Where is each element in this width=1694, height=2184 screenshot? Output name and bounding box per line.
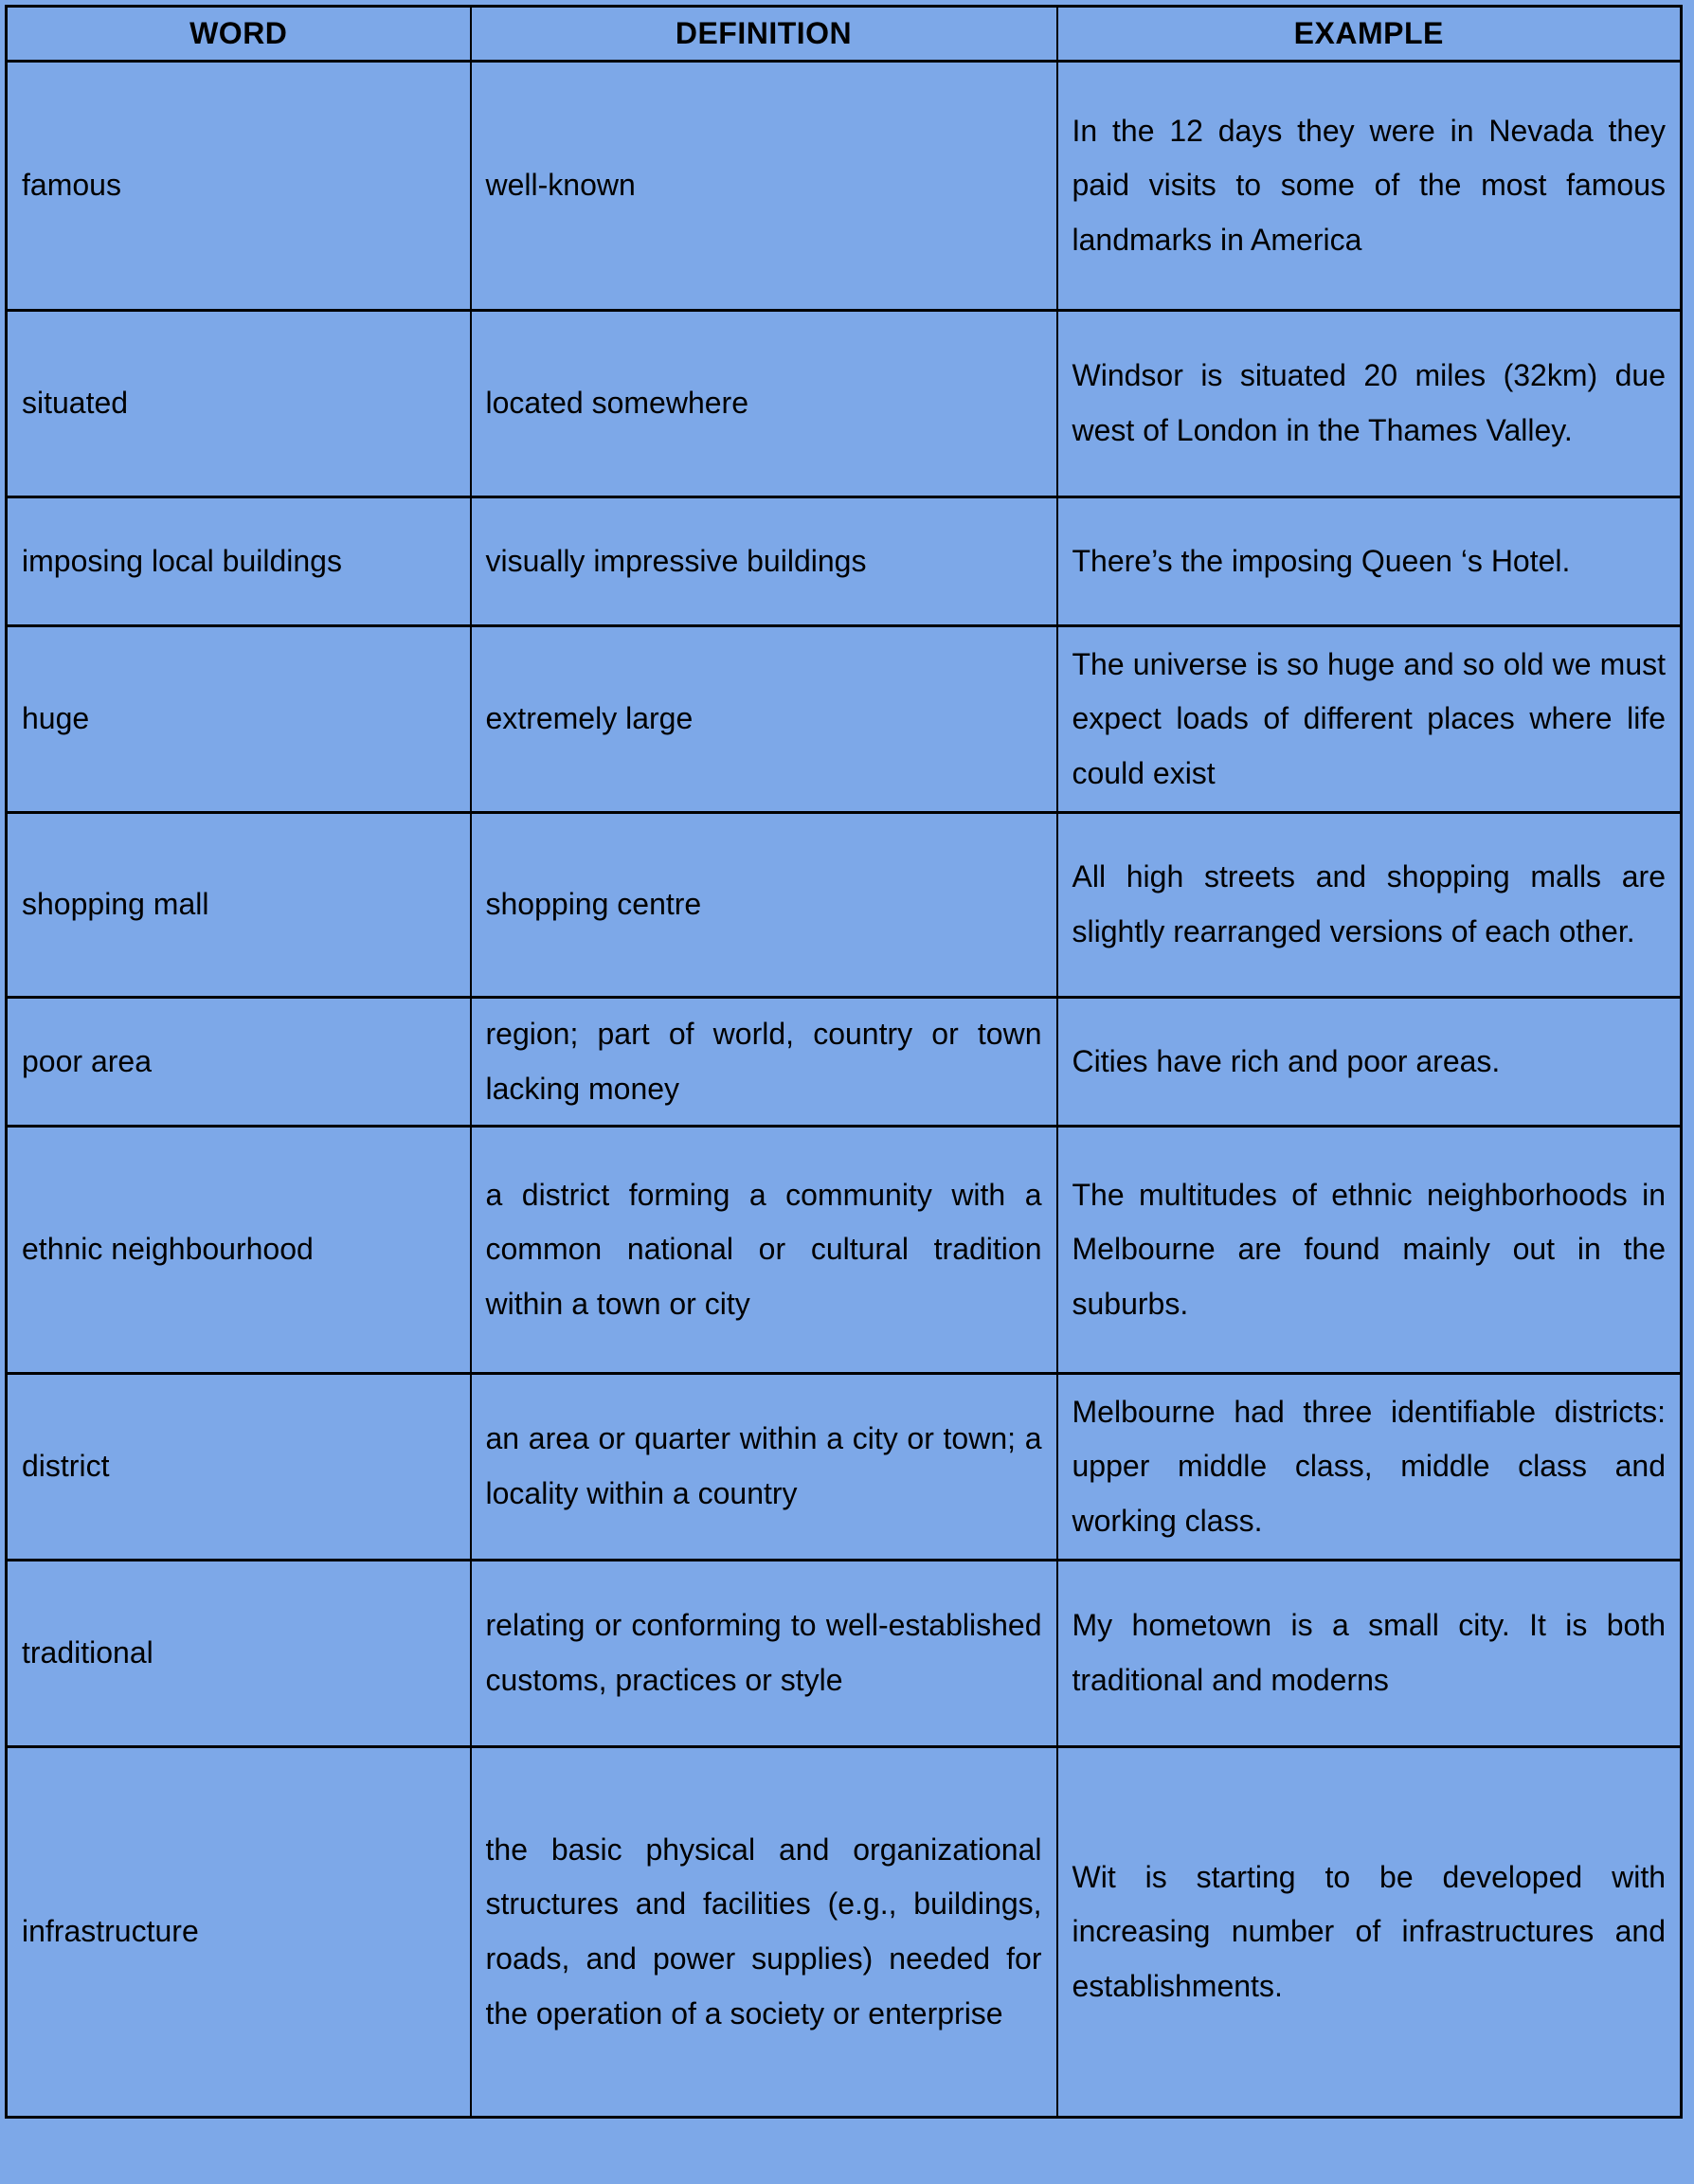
header-word: WORD	[7, 7, 471, 62]
table-row	[7, 998, 1682, 1127]
vocabulary-table	[5, 5, 1683, 2119]
table-row	[7, 497, 1682, 626]
definition-cell: an area or quarter within a city or town; a locality within a country	[471, 1374, 1057, 1561]
definition-cell: extremely large	[471, 626, 1057, 813]
word-cell: huge	[7, 626, 471, 813]
example-cell: There’s the imposing Queen ‘s Hotel.	[1057, 497, 1682, 626]
header-definition: DEFINITION	[471, 7, 1057, 62]
definition-cell: relating or conforming to well-established customs, practices or style	[471, 1561, 1057, 1747]
table-row	[7, 1374, 1682, 1561]
example-cell: In the 12 days they were in Nevada they paid visits to some of the most famous landmarks in America	[1057, 62, 1682, 311]
table-row	[7, 1127, 1682, 1374]
definition-cell: well-known	[471, 62, 1057, 311]
table-row	[7, 626, 1682, 813]
definition-cell: region; part of world, country or town lacking money	[471, 998, 1057, 1127]
example-cell: Windsor is situated 20 miles (32km) due west of London in the Thames Valley.	[1057, 311, 1682, 497]
table-row	[7, 1747, 1682, 2118]
word-cell: famous	[7, 62, 471, 311]
table-row	[7, 62, 1682, 311]
example-cell: My hometown is a small city. It is both traditional and moderns	[1057, 1561, 1682, 1747]
example-cell: The universe is so huge and so old we must expect loads of different places where life could exist	[1057, 626, 1682, 813]
header-example: EXAMPLE	[1057, 7, 1682, 62]
definition-cell: located somewhere	[471, 311, 1057, 497]
table-row	[7, 311, 1682, 497]
table-row	[7, 813, 1682, 998]
example-cell: Melbourne had three identifiable districts: upper middle class, middle class and working class.	[1057, 1374, 1682, 1561]
definition-cell: the basic physical and organizational structures and facilities (e.g., buildings, roads, and power supplies) needed for the operation of a society or enterprise	[471, 1747, 1057, 2118]
example-cell: The multitudes of ethnic neighborhoods in Melbourne are found mainly out in the suburbs.	[1057, 1127, 1682, 1374]
header-row	[7, 7, 1682, 62]
word-cell: situated	[7, 311, 471, 497]
word-cell: traditional	[7, 1561, 471, 1747]
word-cell: shopping mall	[7, 813, 471, 998]
definition-cell: a district forming a community with a common national or cultural tradition within a town or city	[471, 1127, 1057, 1374]
word-cell: infrastructure	[7, 1747, 471, 2118]
word-cell: ethnic neighbourhood	[7, 1127, 471, 1374]
definition-cell: visually impressive buildings	[471, 497, 1057, 626]
table-row	[7, 1561, 1682, 1747]
example-cell: Wit is starting to be developed with increasing number of infrastructures and establishments.	[1057, 1747, 1682, 2118]
definition-cell: shopping centre	[471, 813, 1057, 998]
word-cell: district	[7, 1374, 471, 1561]
example-cell: All high streets and shopping malls are slightly rearranged versions of each other.	[1057, 813, 1682, 998]
word-cell: imposing local buildings	[7, 497, 471, 626]
example-cell: Cities have rich and poor areas.	[1057, 998, 1682, 1127]
word-cell: poor area	[7, 998, 471, 1127]
